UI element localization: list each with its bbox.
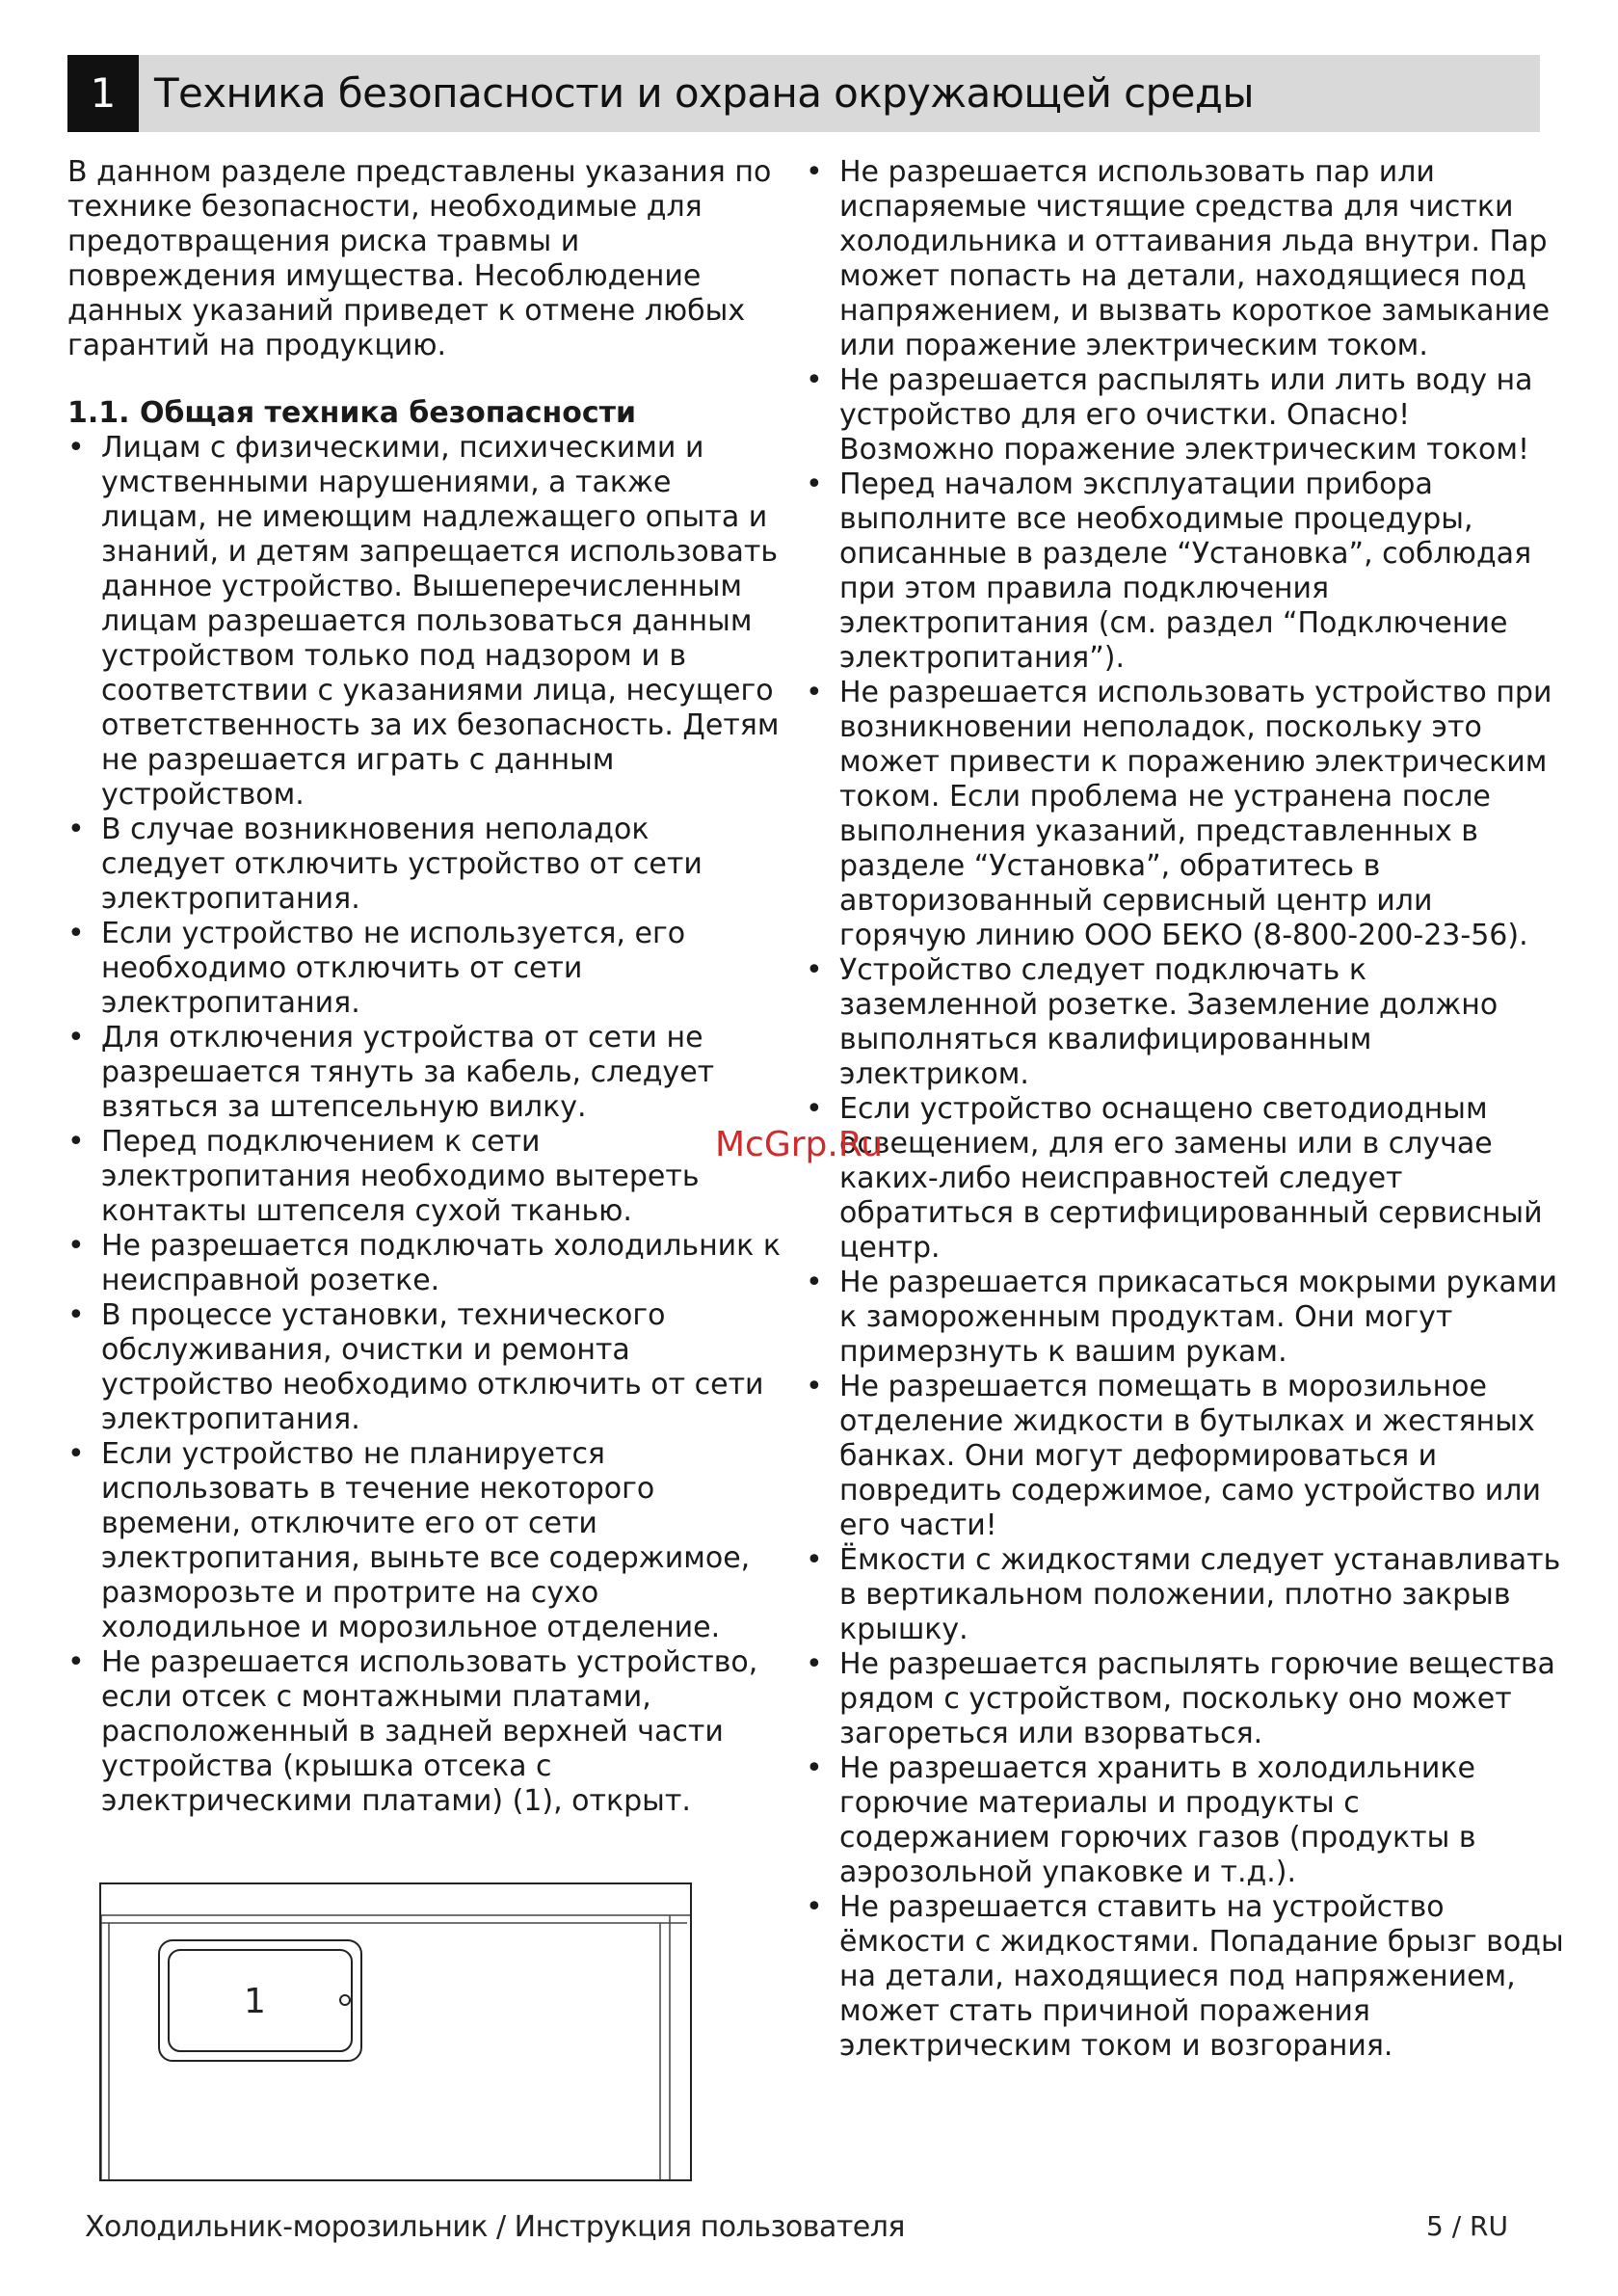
right-column (806, 155, 1567, 2064)
bullet-icon: • (806, 1370, 823, 1403)
safety-item-text: Не разрешается прикасаться мокрыми руками к замороженным продуктам. Они могут примерзнуть к вашим рукам. (839, 1266, 1557, 1369)
bullet-icon: • (806, 1647, 823, 1681)
safety-item-text: Если устройство оснащено светодиодным освещением, для его замены или в случае каких-либо неисправностей следует обратиться в сертифицированный сервисный центр. (839, 1092, 1543, 1265)
safety-item-text: Не разрешается помещать в морозильное отделение жидкости в бутылках и жестяных банках. Они могут деформироваться и повредить содержимое, само устройство или его части! (839, 1370, 1541, 1542)
fridge-top-illustration (101, 1884, 692, 2181)
footer-page-number: 5 / RU (1426, 2210, 1508, 2242)
bullet-icon: • (67, 431, 85, 465)
bullet-icon: • (67, 813, 85, 846)
bullet-icon: • (806, 155, 823, 189)
footer-document-title: Холодильник-морозильник / Инструкция пользователя (85, 2210, 905, 2244)
subsection-title: 1.1. Общая техника безопасности (67, 396, 637, 430)
bullet-icon: • (67, 1645, 85, 1679)
safety-item-text: Лицам с физическими, психическими и умственными нарушениями, а также лицам, не имеющим надлежащего опыта и знаний, и детям запрещается использовать данное устройство. Вышеперечисленным лицам разрешается пользоваться данным устройством только под надзором и в соответствии с указаниями лица, несущего ответственность за их безопасность. Детям не разрешается играть с данным устройством. (101, 431, 780, 812)
safety-item-text: Ёмкости с жидкостями следует устанавливать в вертикальном положении, плотно закрыв крышку. (839, 1543, 1561, 1646)
safety-item (806, 363, 1567, 467)
safety-item (67, 1645, 781, 1819)
watermark: McGrp.Ru (715, 1125, 884, 1164)
cover-screw-icon (340, 1995, 350, 2005)
bullet-icon: • (806, 467, 823, 501)
safety-item-text: Не разрешается распылять горючие вещества рядом с устройством, поскольку оно может загореться или взорваться. (839, 1647, 1555, 1750)
safety-item (806, 1890, 1567, 2064)
safety-item (806, 1647, 1567, 1751)
safety-item (806, 676, 1567, 953)
safety-item-text: Не разрешается хранить в холодильнике горючие материалы и продукты с содержанием горючих газов (продукты в аэрозольной упаковке и т.д.). (839, 1751, 1476, 1889)
bullet-icon: • (806, 1751, 823, 1785)
bullet-icon: • (67, 1298, 85, 1332)
safety-item-text: Устройство следует подключать к заземленной розетке. Заземление должно выполняться квалифицированным электриком. (839, 953, 1499, 1091)
bullet-icon: • (67, 1021, 85, 1055)
left-bullet-list (67, 431, 781, 1819)
safety-item-text: Если устройство не используется, его необходимо отключить от сети электропитания. (101, 917, 686, 1020)
safety-item-text: Для отключения устройства от сети не разрешается тянуть за кабель, следует взяться за штепсельную вилку. (101, 1021, 715, 1124)
safety-item (67, 1298, 781, 1437)
bullet-icon: • (806, 1890, 823, 1924)
safety-item-text: Не разрешается подключать холодильник к неисправной розетке. (101, 1229, 781, 1297)
bullet-icon: • (67, 917, 85, 950)
intro-paragraph: В данном разделе представлены указания по технике безопасности, необходимые для предотвращения риска травмы и повреждения имущества. Несоблюдение данных указаний приведет к отмене любых гарантий на продукцию. (67, 155, 772, 362)
bullet-icon: • (67, 1229, 85, 1263)
bullet-icon: • (806, 1543, 823, 1577)
safety-item-text: Не разрешается ставить на устройство ёмкости с жидкостями. Попадание брызг воды на детали, находящиеся под напряжением, может стать причиной поражения электрическим током и возгорания. (839, 1890, 1564, 2063)
safety-item (67, 1125, 781, 1229)
bullet-icon: • (806, 953, 823, 987)
bullet-icon: • (806, 1266, 823, 1299)
safety-item (806, 1543, 1567, 1647)
safety-item (67, 917, 781, 1021)
safety-item (806, 1370, 1567, 1543)
left-column (67, 155, 781, 1819)
safety-item (67, 1229, 781, 1298)
bullet-icon: • (67, 1437, 85, 1471)
safety-item (806, 1751, 1567, 1890)
safety-item (806, 1266, 1567, 1370)
safety-item (806, 1092, 1567, 1266)
safety-item (67, 813, 781, 917)
control-board-cover-figure (99, 1882, 692, 2181)
section-number: 1 (67, 55, 139, 132)
safety-item-text: Не разрешается использовать пар или испаряемые чистящие средства для чистки холодильника и оттаивания льда внутри. Пар может попасть на детали, находящиеся под напряжением, и вызвать короткое замыкание или поражение электрическим током. (839, 155, 1551, 362)
figure-callout-label: 1 (244, 1982, 266, 2021)
safety-item (806, 155, 1567, 363)
safety-item-text: Перед подключением к сети электропитания необходимо вытереть контакты штепселя сухой тканью. (101, 1125, 700, 1228)
bullet-icon: • (806, 1092, 823, 1126)
safety-item (67, 1437, 781, 1645)
safety-item (806, 467, 1567, 676)
safety-item (67, 1021, 781, 1125)
safety-item-text: Перед началом эксплуатации прибора выполните все необходимые процедуры, описанные в разделе “Установка”, соблюдая при этом правила подключения электропитания (см. раздел “Подключение электропитания”). (839, 467, 1532, 675)
bullet-icon: • (67, 1125, 85, 1159)
safety-item-text: Не разрешается использовать устройство при возникновении неполадок, поскольку это может привести к поражению электрическим током. Если проблема не устранена после выполнения указаний, представленных в разделе “Установка”, обратитесь в авторизованный сервисный центр или горячую линию ООО БЕКО (8-800-200-23-56). (839, 676, 1552, 952)
safety-item-text: В процессе установки, технического обслуживания, очистки и ремонта устройство необходимо отключить от сети электропитания. (101, 1298, 764, 1436)
safety-item (806, 953, 1567, 1092)
safety-item (67, 431, 781, 813)
safety-item-text: Если устройство не планируется использовать в течение некоторого времени, отключите его от сети электропитания, выньте все содержимое, разморозьте и протрите на сухо холодильное и морозильное отделение. (101, 1437, 751, 1644)
section-title: Техника безопасности и охрана окружающей среды (154, 69, 1254, 117)
safety-item-text: Не разрешается распылять или лить воду на устройство для его очистки. Опасно! Возможно поражение электрическим током! (839, 363, 1533, 467)
section-header (67, 55, 1540, 132)
safety-item-text: Не разрешается использовать устройство, если отсек с монтажными платами, расположенный в задней верхней части устройства (крышка отсека с электрическими платами) (1), открыт. (101, 1645, 758, 1818)
bullet-icon: • (806, 363, 823, 397)
right-bullet-list (806, 155, 1567, 2064)
bullet-icon: • (806, 676, 823, 709)
safety-item-text: В случае возникновения неполадок следует отключить устройство от сети электропитания. (101, 813, 703, 916)
